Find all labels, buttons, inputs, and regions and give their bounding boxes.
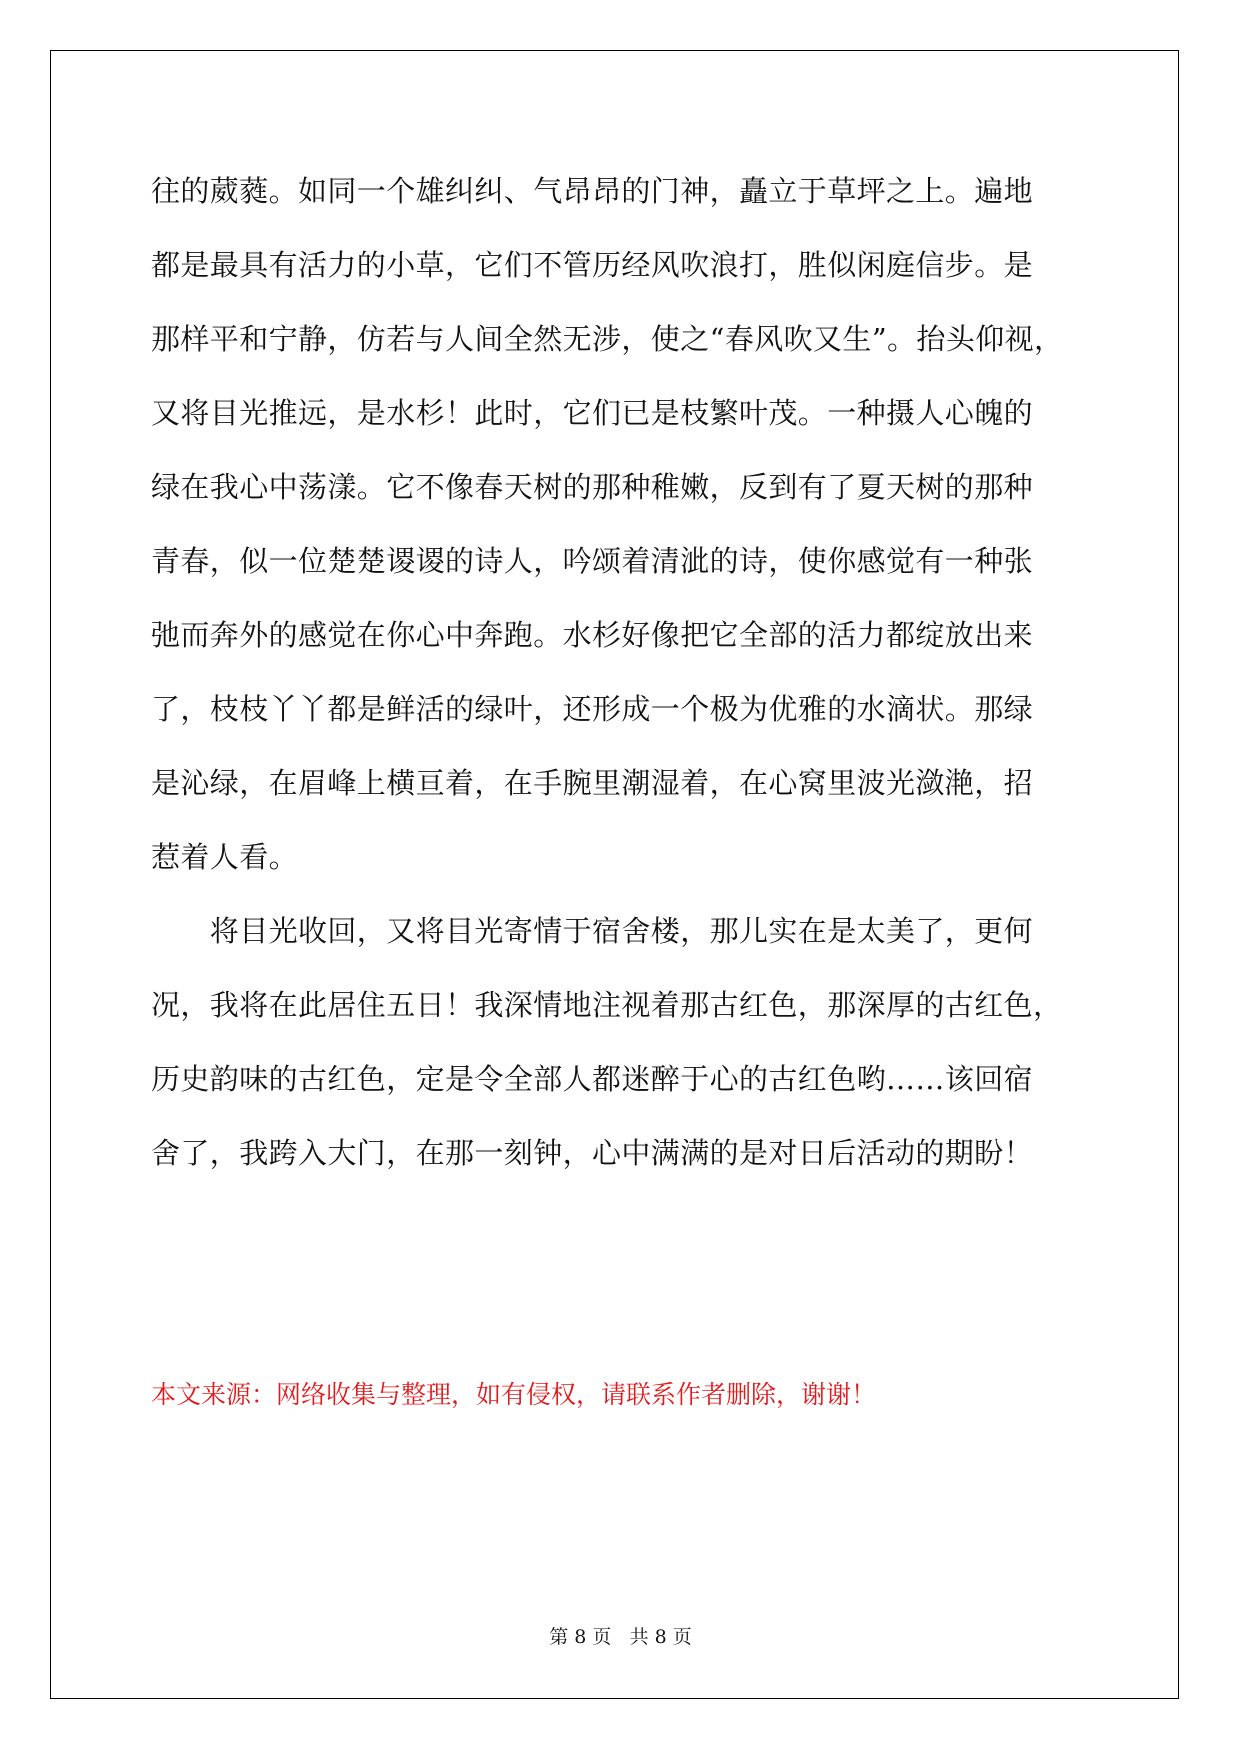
- body-text-line: 都是最具有活力的小草，它们不管历经风吹浪打，胜似闲庭信步。是: [151, 248, 1034, 282]
- body-text-line: 绿在我心中荡漾。它不像春天树的那种稚嫩，反到有了夏天树的那种: [151, 470, 1034, 504]
- body-text-line: 了，枝枝丫丫都是鲜活的绿叶，还形成一个极为优雅的水滴状。那绿: [151, 692, 1034, 726]
- body-text-line: 况，我将在此居住五日！我深情地注视着那古红色，那深厚的古红色，: [151, 988, 1063, 1022]
- body-text-line: 是沁绿，在眉峰上横亘着，在手腕里潮湿着，在心窝里波光潋滟，招: [151, 766, 1034, 800]
- body-text-line: 又将目光推远，是水杉！此时，它们已是枝繁叶茂。一种摄人心魄的: [151, 396, 1034, 430]
- body-text-line: 将目光收回，又将目光寄情于宿舍楼，那儿实在是太美了，更何: [151, 914, 1034, 948]
- body-text-line: 历史韵味的古红色，定是令全部人都迷醉于心的古红色哟……该回宿: [151, 1062, 1034, 1096]
- body-text-line: 弛而奔外的感觉在你心中奔跑。水杉好像把它全部的活力都绽放出来: [151, 618, 1034, 652]
- page-total: 共 8 页: [629, 1626, 692, 1648]
- body-text-line: 舍了，我跨入大门，在那一刻钟，心中满满的是对日后活动的期盼！: [151, 1136, 1034, 1170]
- page-number: 第 8 页: [549, 1626, 612, 1648]
- body-text-line: 往的葳蕤。如同一个雄纠纠、气昂昂的门神，矗立于草坪之上。遍地: [151, 174, 1034, 208]
- body-text-line: 惹着人看。: [151, 840, 299, 874]
- source-note: 本文来源：网络收集与整理，如有侵权，请联系作者删除，谢谢！: [151, 1380, 877, 1409]
- body-text-line: 那样平和宁静，仿若与人间全然无涉，使之“春风吹又生”。抬头仰视，: [151, 322, 1064, 356]
- body-text-line: 青春，似一位楚楚谡谡的诗人，吟颂着清泚的诗，使你感觉有一种张: [151, 544, 1034, 578]
- page-footer: [0, 1624, 1241, 1650]
